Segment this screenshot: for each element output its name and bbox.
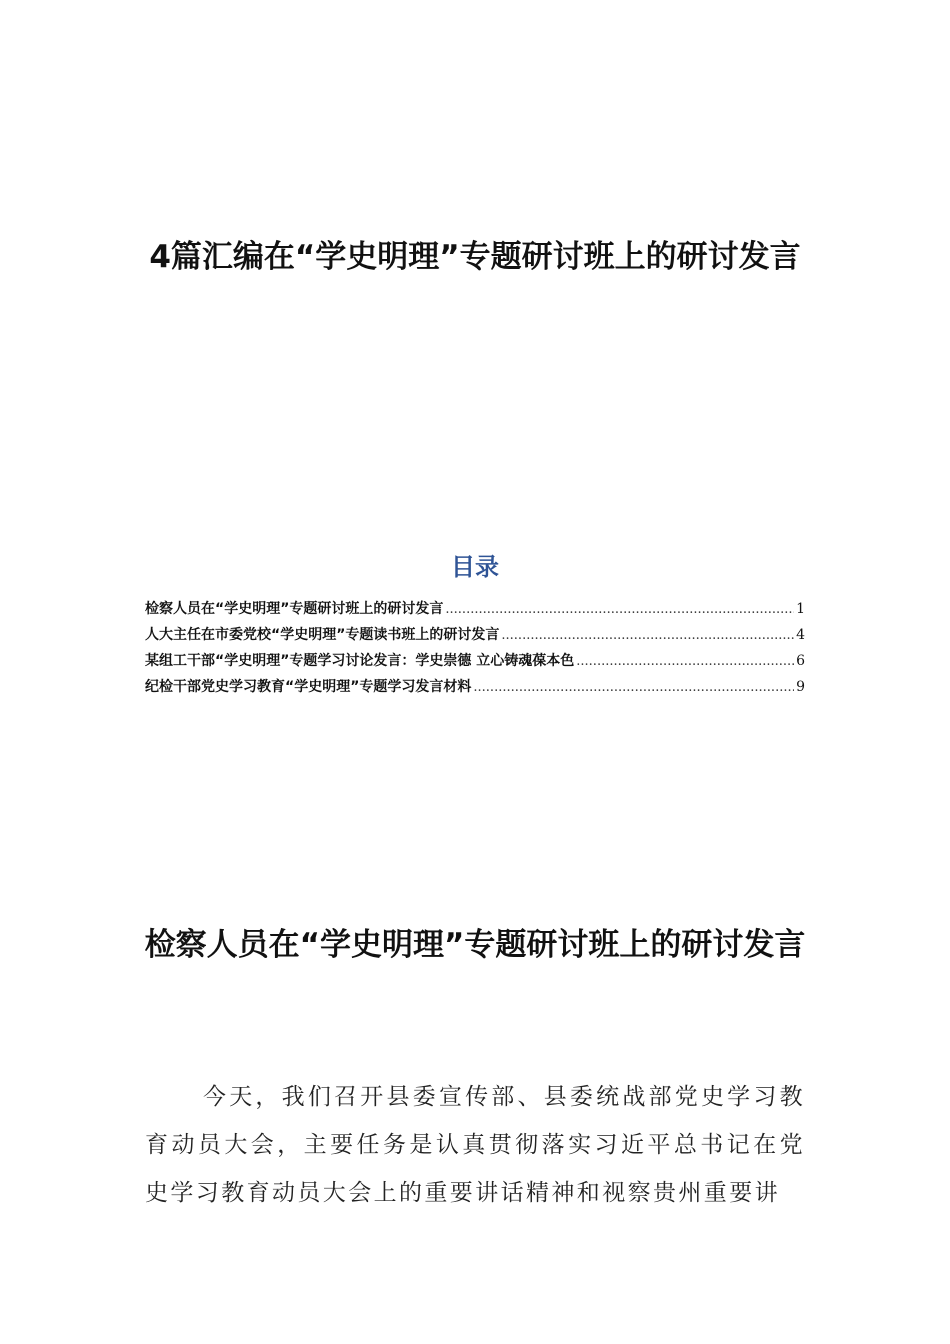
toc-page-number: 1 [796,601,805,617]
toc-entry[interactable] [145,674,805,700]
body-paragraph: 今天，我们召开县委宣传部、县委统战部党史学习教育动员大会，主要任务是认真贯彻落实习近平总书记在党史学习教育动员大会上的重要讲话精神和视察贵州重要讲 [145,1084,805,1206]
toc-entry[interactable] [145,596,805,622]
toc-entry[interactable] [145,648,805,674]
table-of-contents [145,596,805,700]
toc-entry-title: 纪检干部党史学习教育“学史明理”专题学习发言材料 [145,679,472,695]
toc-page-number: 6 [796,653,805,669]
toc-entry-title: 人大主任在市委党校“学史明理”专题读书班上的研讨发言 [145,627,500,643]
document-title: 4篇汇编在“学史明理”专题研讨班上的研讨发言 [149,239,801,275]
toc-dot-leader [473,675,794,701]
toc-page-number: 9 [796,679,805,695]
toc-dot-leader [445,597,794,623]
toc-entry-title: 检察人员在“学史明理”专题研讨班上的研讨发言 [145,601,444,617]
toc-heading: 目录 [451,553,499,581]
toc-entry[interactable] [145,622,805,648]
toc-page-number: 4 [796,627,805,643]
toc-entry-title: 某组工干部“学史明理”专题学习讨论发言：学史崇德 立心铸魂葆本色 [145,653,575,669]
toc-dot-leader [501,623,794,649]
section-title: 检察人员在“学史明理”专题研讨班上的研讨发言 [144,927,806,963]
toc-dot-leader [576,649,794,675]
